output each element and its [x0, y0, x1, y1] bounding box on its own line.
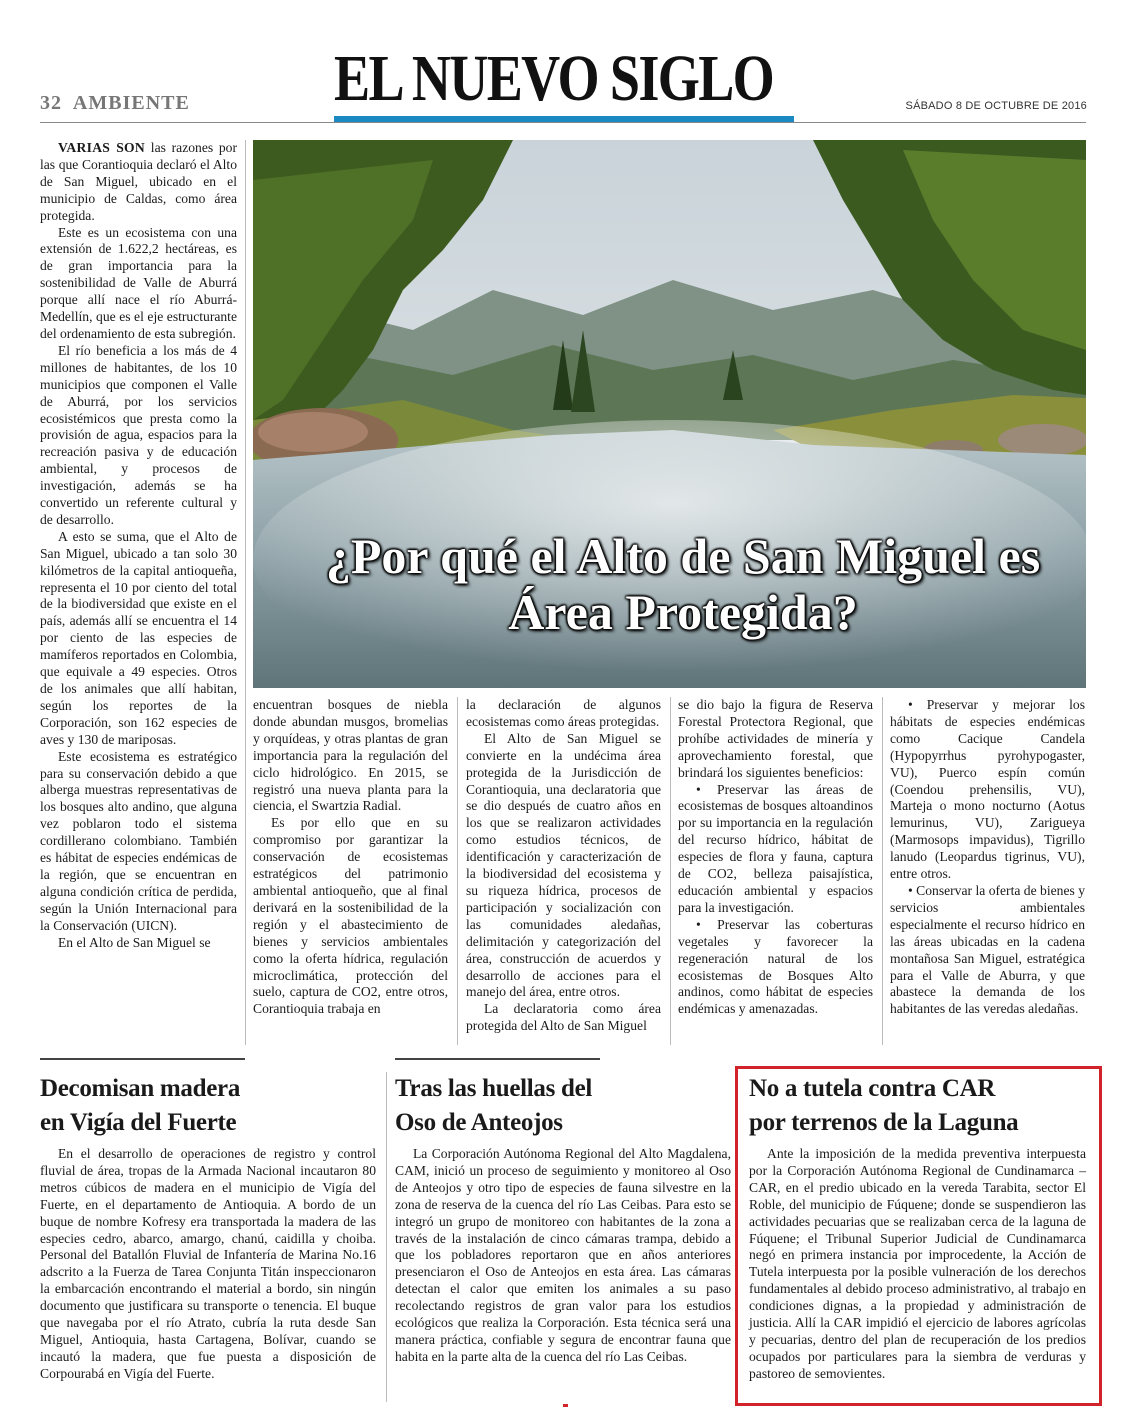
story-headline [40, 1072, 376, 1140]
story-decomisan-madera [40, 1072, 376, 1383]
headline-line: en Vigía del Fuerte [40, 1109, 237, 1136]
story-headline [395, 1072, 731, 1140]
story-body [395, 1146, 731, 1366]
story-separator [40, 1058, 245, 1060]
column-divider [245, 140, 246, 1045]
issue-date: SÁBADO 8 DE OCTUBRE DE 2016 [905, 100, 1087, 112]
headline-line: No a tutela contra CAR [749, 1075, 996, 1102]
main-story-column-4 [678, 697, 873, 1018]
column-divider [457, 697, 458, 1045]
paragraph: El Alto de San Miguel se convierte en la undécima área protegida de la Jurisdicción de Corantioquia, una declaratoria que se dio después de cuatro años en los que se realizaron actividades como estudios técnicos, de identificación y caracterización de la biodiversidad del ecosistema y su riqueza hídrica, procesos de participación y socialización con las comunidades aledañas, delimitación y categorización del área, construcción de acuerdos y desarrollo de acciones para el manejo del área, entre otros. [466, 730, 661, 1000]
main-story-column-2 [253, 697, 448, 1018]
paragraph: Este ecosistema es estratégico para su conservación debido a que alberga muestras representativas de los bosques alto andino, que alguna vez poblaron todo el sistema cordillerano colombiano. También es hábitat de especies endémicas de la región, que se encuentran en alguna condición crítica de perdida, según la Unión Internacional para la Conservación (UICN). [40, 748, 237, 933]
paragraph: Es por ello que en su compromiso por garantizar la conservación de ecosistemas estratégicos del patrimonio ambiental antioqueño, que al final derivará en la sostenibilidad de la región y el abastecimiento de bienes y servicios ambientales como la oferta hídrica, regulación microclimática, protección del suelo, captura de CO2, entre otros, Corantioquia trabaja en [253, 815, 448, 1017]
paragraph-text: las razones por las que Corantioquia declaró el Alto de San Miguel, ubicado en el municipio de Caldas, como área protegida. [40, 140, 237, 223]
bullet-paragraph: • Conservar la oferta de bienes y servicios ambientales especialmente el recurso hídrico en las áreas ubicadas en la cadena montañosa San Miguel, estratégica para el Valle de Aburra, y que abastece la demanda de los habitantes de las veredas aledañas. [890, 882, 1085, 1017]
story-body [749, 1146, 1086, 1383]
main-story-column-5 [890, 697, 1085, 1018]
paragraph: En el desarrollo de operaciones de registro y control fluvial de área, tropas de la Armada Nacional incautaron 80 metros cúbicos de madera en el municipio de Vigía del Fuerte, en el departamento de Antioquia. A bordo de un buque de nombre Kofresy era transportada la madera de las especies cedro, abarco, amargo, chanú, caidilla y choiba. Personal del Batallón Fluvial de Infantería de Marina No.16 adscrito a la Fuerza de Tarea Conjunta Titán inspeccionaron la embarcación encontrando el material a bordo, sin ningún documento que justificara su transporte o tenencia. El buque que navegaba por el río Atrato, cubría la ruta desde San Miguel, Antioquia, hasta Cartagena, Bolívar, cuando se incautó la madera, que fue puesta a disposición de Corpourabá en Vigía del Fuerte. [40, 1146, 376, 1381]
paragraph: la declaración de algunos ecosistemas como áreas protegidas. [466, 697, 661, 729]
bullet-paragraph: • Preservar y mejorar los hábitats de especies endémicas como Cacique Candela (Hypopyrrhus pyrohypogaster, VU), Puerco espín común (Coendou prehensilis, VU), Marteja o mono nocturno (Aotus lemurinus, VU), Zarigueya (Marmosops impavidus), Tigrillo lanudo (Leopardus tigrinus, VU), entre otros. [890, 697, 1085, 882]
page-number: 32 [40, 92, 62, 114]
lead-in: VARIAS SON [58, 140, 146, 155]
headline-line: Oso de Anteojos [395, 1109, 563, 1136]
hero-photo [253, 140, 1086, 688]
main-headline: ¿Por qué el Alto de San Miguel es Área Protegida? [325, 528, 1041, 640]
paragraph: A esto se suma, que el Alto de San Miguel, ubicado a tan solo 30 kilómetros de la capital antioqueña, representa el 10 por ciento del total de la biodiversidad que existe en el país, además allí se encuentra el 14 por ciento de las especies de mamíferos reportados en Colombia, que equivale a 49 especies. Otros de los animales que allí habitan, según los reportes de la Corporación, son 162 especies de aves y 130 de mariposas. [40, 528, 237, 747]
paragraph: El río beneficia a los más de 4 millones de habitantes, de los 10 municipios que componen el Valle de Aburrá, por los servicios ecosistémicos que presta como la provisión de agua, espacios para la recreación pasiva y de educación ambiental, y procesos de investigación, además se ha convertido un referente cultural y de desarrollo. [40, 342, 237, 527]
bullet-paragraph: • Preservar las coberturas vegetales y favorecer la regeneración natural de los ecosistemas de Bosques Alto andinos, como hábitat de especies endémicas y amenazadas. [678, 916, 873, 1017]
story-separator [395, 1058, 600, 1060]
masthead [0, 0, 1125, 130]
paragraph: Ante la imposición de la medida preventiva interpuesta por la Corporación Autónoma Regional de Cundinamarca – CAR, en el predio ubicado en la vereda Tarabita, sector El Roble, del municipio de Fúquene; donde se suspendieron las actividades pecuarias que se realizaban cerca de la laguna de Fúquene; el Tribunal Superior Judicial de Cundinamarca negó en primera instancia por improcedente, la Acción de Tutela interpuesta por la posible vulneración de los derechos fundamentales al debido proceso administrativo, al trabajo en condiciones dignas, a la propiedad y administración de justicia. Allí la CAR impidió el ejercicio de labores agrícolas y pecuarias, dentro del plan de recuperación de los predios ocupados por particulares para la siembra de verduras y pastoreo de semovientes. [749, 1146, 1086, 1381]
section-label [40, 92, 190, 115]
paragraph [40, 140, 237, 225]
story-body [40, 1146, 376, 1383]
story-headline [749, 1072, 1086, 1140]
headline-line: por terrenos de la Laguna [749, 1109, 1019, 1136]
headline-line: Decomisan madera [40, 1075, 241, 1102]
column-divider [386, 1072, 387, 1402]
paragraph: encuentran bosques de niebla donde abundan musgos, bromelias y orquídeas, y otras plantas de gran importancia para la regulación del ciclo hidrológico. En 2015, se registró una nueva planta para la ciencia, el Swartzia Radial. [253, 697, 448, 814]
newspaper-logo: EL NUEVO SIGLO [334, 42, 774, 115]
column-divider [882, 697, 883, 1045]
main-story-column-1 [40, 140, 237, 952]
story-tutela-car [749, 1072, 1086, 1383]
paragraph: La Corporación Autónoma Regional del Alto Magdalena, CAM, inició un proceso de seguimiento y monitoreo al Oso de Anteojos y otro tipo de especies de fauna silvestre en la zona de reserva de la cuenca del río Las Ceibas. Para esto se integró un grupo de monitoreo con habitantes de la zona a través de la instalación de cinco cámaras trampa, debido a que los pobladores reportaron que en años anteriores presenciaron el Oso de Anteojos en esta área. Las cámaras detectan el calor que emiten los animales a su paso recolectando registros de gran valor para los estudios ecológicos que realiza la Corporación. Esta técnica será una manera práctica, confiable y segura de encontrar fauna que habita en la parte alta de la cuenca del río Las Ceibas. [395, 1146, 731, 1364]
bullet-paragraph: • Preservar las áreas de ecosistemas de bosques altoandinos por su importancia en la regulación del recurso hídrico, hábitat de especies de flora y fauna, captura de CO2, belleza paisajística, educación ambiental y espacios para la investigación. [678, 781, 873, 915]
header-divider [40, 122, 1086, 123]
paragraph: Este es un ecosistema con una extensión de 1.622,2 hectáreas, es de gran importancia para la sostenibilidad de Valle de Aburrá porque allí nace el río Aburrá- Medellín, que es el eje estructurante del ordenamiento de esta subregión. [40, 224, 237, 341]
headline-line: Tras las huellas del [395, 1075, 593, 1102]
section-name: AMBIENTE [72, 92, 190, 114]
column-divider [670, 697, 671, 1045]
paragraph: En el Alto de San Miguel se [58, 934, 211, 950]
paragraph: La declaratoria como área protegida del Alto de San Miguel [466, 1001, 661, 1034]
main-story-column-3 [466, 697, 661, 1035]
story-oso-de-anteojos [395, 1072, 731, 1366]
page-marker [563, 1404, 568, 1407]
paragraph: se dio bajo la figura de Reserva Forestal Protectora Regional, que prohíbe actividades de minería y aprovechamiento forestal, que brindará los siguientes beneficios: [678, 697, 873, 780]
